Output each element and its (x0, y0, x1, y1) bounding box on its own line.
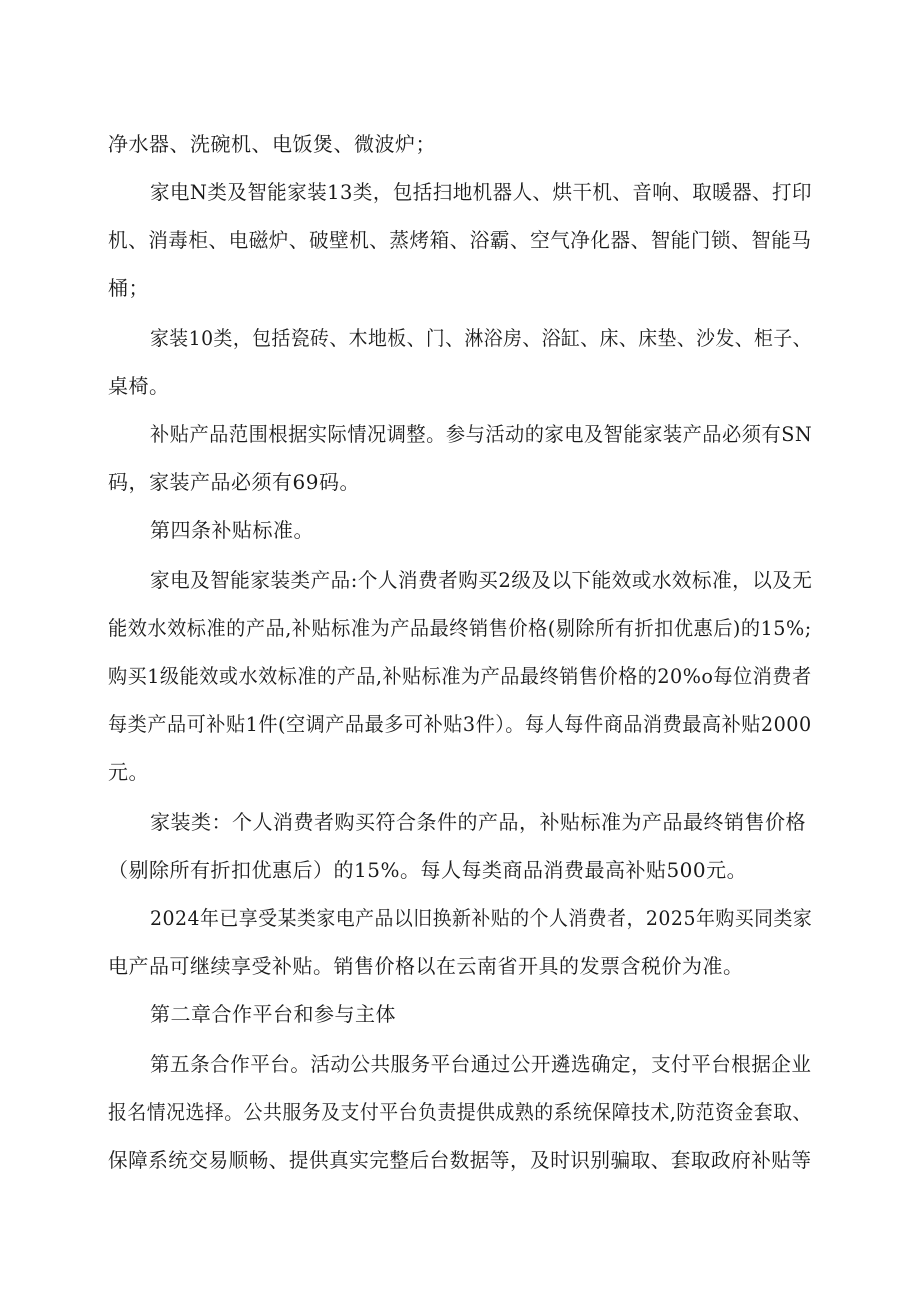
text-line: 净水器、洗碗机、电饭煲、微波炉； (108, 132, 436, 156)
text-line: 机、消毒柜、电磁炉、破壁机、蒸烤箱、浴霸、空气净化器、智能门锁、智能马 (108, 228, 812, 252)
paragraph-start-line: 补贴产品范围根据实际情况调整。参与活动的家电及智能家装产品必须有SN (150, 422, 813, 446)
paragraph-start-line: 家电及智能家装类产品:个人消费者购买2级及以下能效或水效标准，以及无 (150, 568, 813, 592)
paragraph-start-line: 家装10类，包括瓷砖、木地板、门、淋浴房、浴缸、床、床垫、沙发、柜子、 (150, 326, 812, 350)
text-line: 报名情况选择。公共服务及支付平台负责提供成熟的系统保障技术,防范资金套取、 (108, 1100, 812, 1124)
text-line: 每类产品可补贴1件(空调产品最多可补贴3件）。每人每件商品消费最高补贴2000 (108, 712, 812, 736)
paragraph-start-line: 第五条合作平台。活动公共服务平台通过公开遴选确定，支付平台根据企业 (150, 1052, 812, 1076)
section-heading: 第四条补贴标准。 (150, 518, 314, 542)
text-line: 桶； (108, 276, 149, 300)
text-line: 能效水效标准的产品,补贴标准为产品最终销售价格(剔除所有折扣优惠后)的15%; (108, 616, 812, 640)
text-line: 电产品可继续享受补贴。销售价格以在云南省开具的发票含税价为准。 (108, 954, 744, 978)
paragraph-start-line: 家电N类及智能家装13类，包括扫地机器人、烘干机、音响、取暖器、打印 (150, 180, 812, 204)
text-line: 保障系统交易顺畅、提供真实完整后台数据等，及时识别骗取、套取政府补贴等 (108, 1148, 812, 1172)
text-line: 码，家装产品必须有69码。 (108, 470, 360, 494)
paragraph-start-line: 2024年已享受某类家电产品以旧换新补贴的个人消费者，2025年购买同类家 (150, 906, 813, 930)
text-line: 购买1级能效或水效标准的产品,补贴标准为产品最终销售价格的20%o每位消费者 (108, 664, 812, 688)
paragraph-start-line: 家装类：个人消费者购买符合条件的产品，补贴标准为产品最终销售价格 (150, 810, 806, 834)
chapter-heading: 第二章合作平台和参与主体 (150, 1002, 396, 1026)
text-line: 元。 (108, 760, 149, 784)
text-line: （剔除所有折扣优惠后）的15%。每人每类商品消费最高补贴500元。 (108, 858, 748, 882)
text-line: 桌椅。 (108, 374, 170, 398)
